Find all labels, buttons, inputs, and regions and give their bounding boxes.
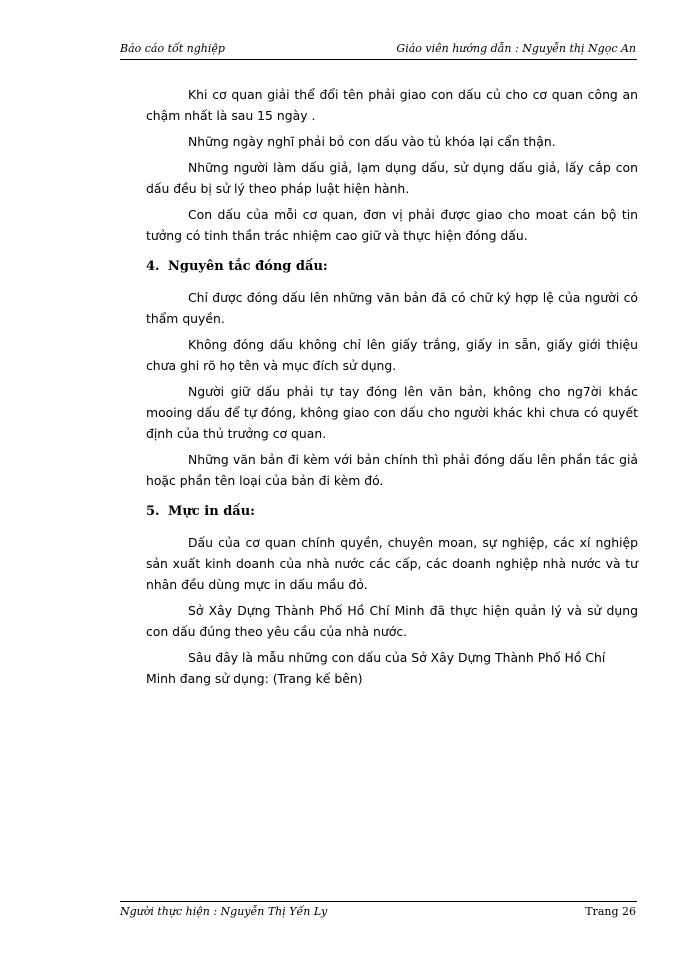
- paragraph: Dấu của cơ quan chính quyền, chuyên moan, sự nghiệp, các xí nghiệp sản xuất kinh doanh của nhà nước các cấp, các doanh nghiệp nhà nước và tư nhân đều dùng mực in dấu mầu đỏ.: [146, 535, 638, 592]
- header-report-title: Báo cáo tốt nghiệp: [120, 42, 225, 55]
- paragraph: Khi cơ quan giải thể đổi tên phải giao con dấu củ cho cơ quan công an chậm nhất là sau 15 ngày .: [146, 87, 638, 123]
- paragraph: Sở Xây Dựng Thành Phố Hồ Chí Minh đã thực hiện quản lý và sử dụng con dấu đúng theo yêu cầu của nhà nước.: [146, 603, 638, 639]
- paragraph: Những ngày nghĩ phải bỏ con dấu vào tủ khóa lại cẩn thận.: [188, 134, 556, 149]
- paragraph: Không đóng dấu không chỉ lên giấy trắng, giấy in sẵn, giấy giới thiệu chưa ghi rõ họ tên và mục đích sử dụng.: [146, 337, 638, 373]
- paragraph: Những văn bản đi kèm với bản chính thì phải đóng dấu lên phần tác giả hoặc phần tên loại của bản đi kèm đó.: [146, 452, 638, 488]
- section-title: Mực in dấu:: [168, 504, 255, 519]
- paragraph: Sâu đây là mẫu những con dấu của Sở Xây Dựng Thành Phố Hồ Chí Minh đang sử dụng: (Trang kế bên): [146, 650, 606, 686]
- page-footer: [120, 905, 636, 921]
- paragraph: Người giữ dấu phải tự tay đóng lên văn bản, không cho ng7ời khác mooing dấu để tự đóng, không giao con dấu cho người khác khi chưa có quyết định của thủ trưởng cơ quan.: [146, 384, 638, 441]
- paragraph: Những người làm dấu giả, lạm dụng dấu, sử dụng dấu giả, lấy cắp con dấu đều bị sử lý theo pháp luật hiện hành.: [146, 160, 638, 196]
- header-advisor: Giáo viên hướng dẫn : Nguyễn thị Ngọc An: [396, 42, 636, 55]
- document-body: [146, 84, 638, 694]
- section-heading-5: [146, 501, 638, 522]
- section-number: 5.: [146, 504, 160, 519]
- paragraph: Chỉ được đóng dấu lên những văn bản đã có chữ ký hợp lệ của người có thẩm quyền.: [146, 290, 638, 326]
- page-header: [120, 42, 636, 58]
- footer-author: Người thực hiện : Nguyễn Thị Yến Ly: [120, 905, 328, 918]
- footer-divider: [120, 901, 637, 902]
- paragraph: Con dấu của mỗi cơ quan, đơn vị phải được giao cho moat cán bộ tin tưởng có tinh thần trác nhiệm cao giữ và thực hiện đóng dấu.: [146, 207, 638, 243]
- section-heading-4: [146, 256, 638, 277]
- section-title: Nguyên tắc đóng dấu:: [168, 259, 328, 274]
- section-number: 4.: [146, 259, 160, 274]
- header-divider: [120, 59, 637, 60]
- page-number: Trang 26: [585, 905, 636, 918]
